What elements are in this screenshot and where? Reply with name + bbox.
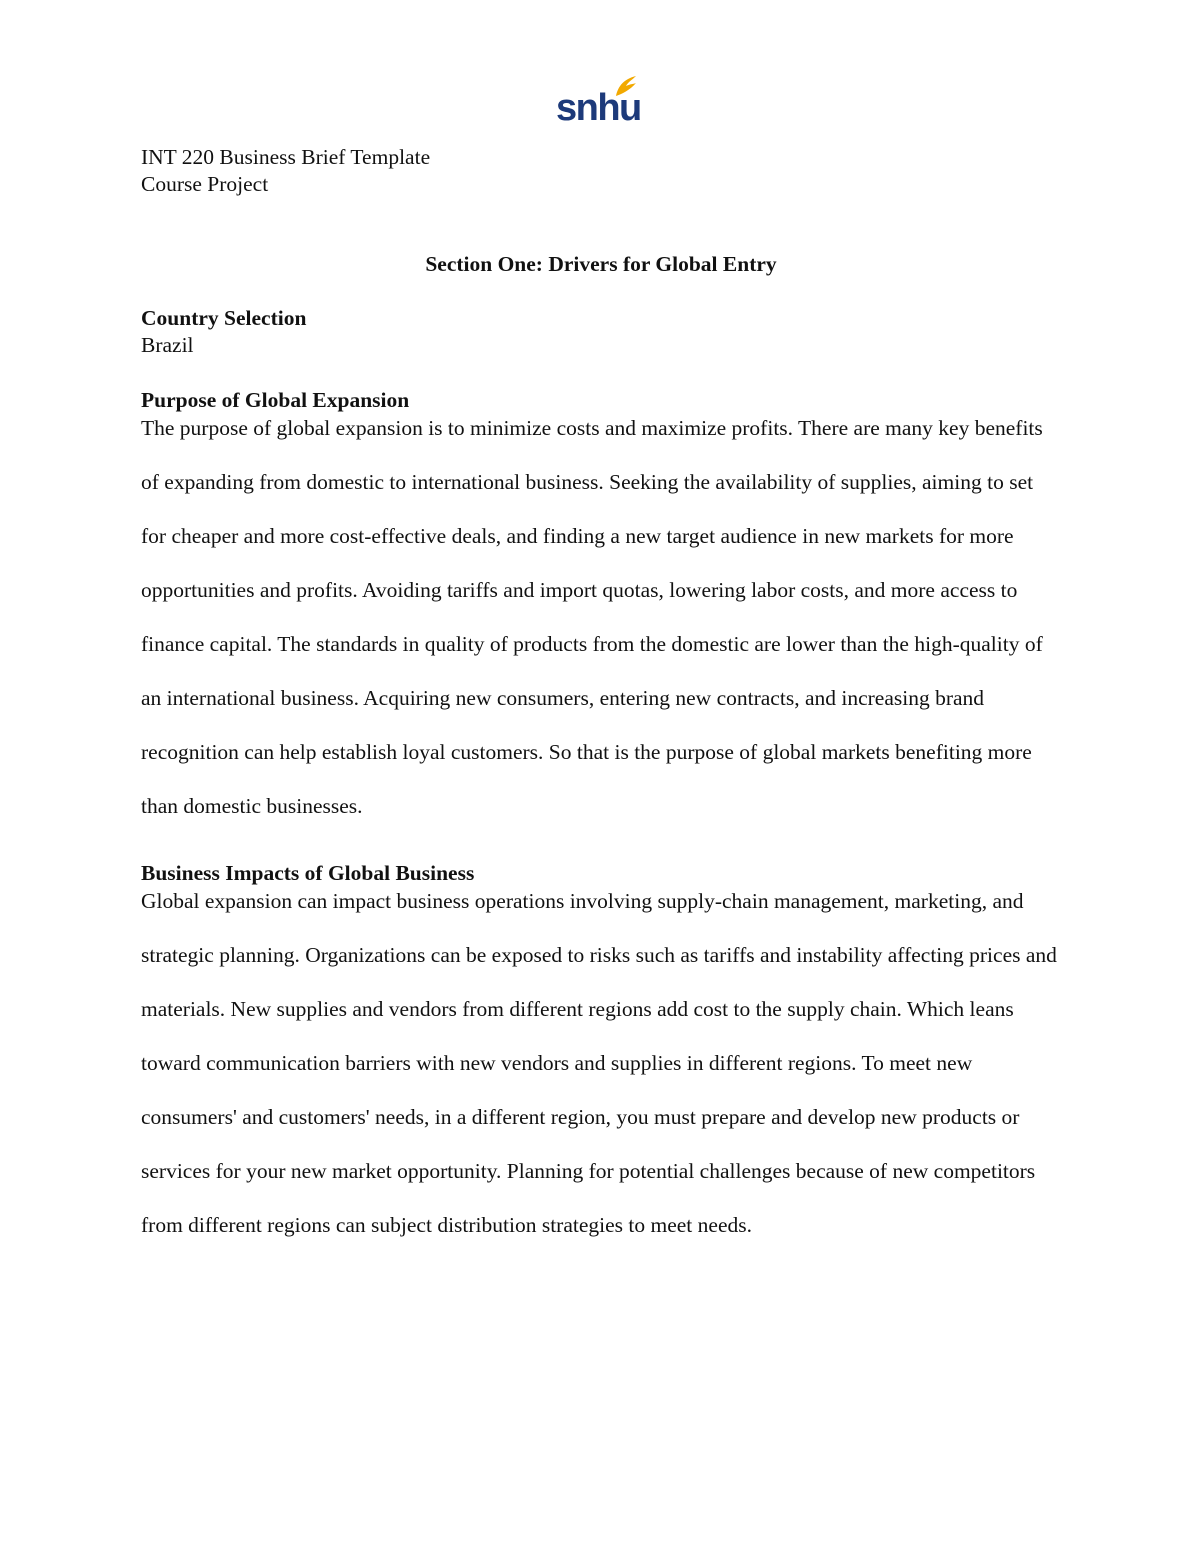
- business-impacts-section: [141, 860, 1061, 1252]
- country-selection-heading: Country Selection: [141, 306, 307, 330]
- business-impacts-heading: Business Impacts of Global Business: [141, 861, 475, 885]
- purpose-paragraph: The purpose of global expansion is to minimize costs and maximize profits. There are many key benefits of expanding from domestic to international business. Seeking the availability of supplies, aiming to set for cheaper and more cost-effective deals, and finding a new target audience in new markets for more opportunities and profits. Avoiding tariffs and import quotas, lowering labor costs, and more access to finance capital. The standards in quality of products from the domestic are lower than the high-quality of an international business. Acquiring new consumers, entering new contracts, and increasing brand recognition can help establish loyal customers. So that is the purpose of global markets benefiting more than domestic businesses.: [141, 416, 1043, 818]
- document-title: INT 220 Business Brief Template: [141, 145, 431, 169]
- purpose-section: [141, 387, 1061, 833]
- country-selection-value: Brazil: [141, 333, 194, 357]
- snhu-logo: [556, 74, 641, 132]
- country-selection-section: [141, 305, 1061, 359]
- document-subtitle: Course Project: [141, 172, 269, 196]
- business-impacts-paragraph: Global expansion can impact business operations involving supply-chain management, marketing, and strategic planning. Organizations can be exposed to risks such as tariffs and instability affecting prices and materials. New supplies and vendors from different regions add cost to the supply chain. Which leans toward communication barriers with new vendors and supplies in different regions. To meet new consumers' and customers' needs, in a different region, you must prepare and develop new products or services for your new market opportunity. Planning for potential challenges because of new competitors from different regions can subject distribution strategies to meet needs.: [141, 889, 1057, 1237]
- section-title: Section One: Drivers for Global Entry: [425, 252, 777, 276]
- document-content: [141, 144, 1061, 1252]
- logo-wordmark: snhu: [556, 87, 641, 129]
- purpose-heading: Purpose of Global Expansion: [141, 388, 410, 412]
